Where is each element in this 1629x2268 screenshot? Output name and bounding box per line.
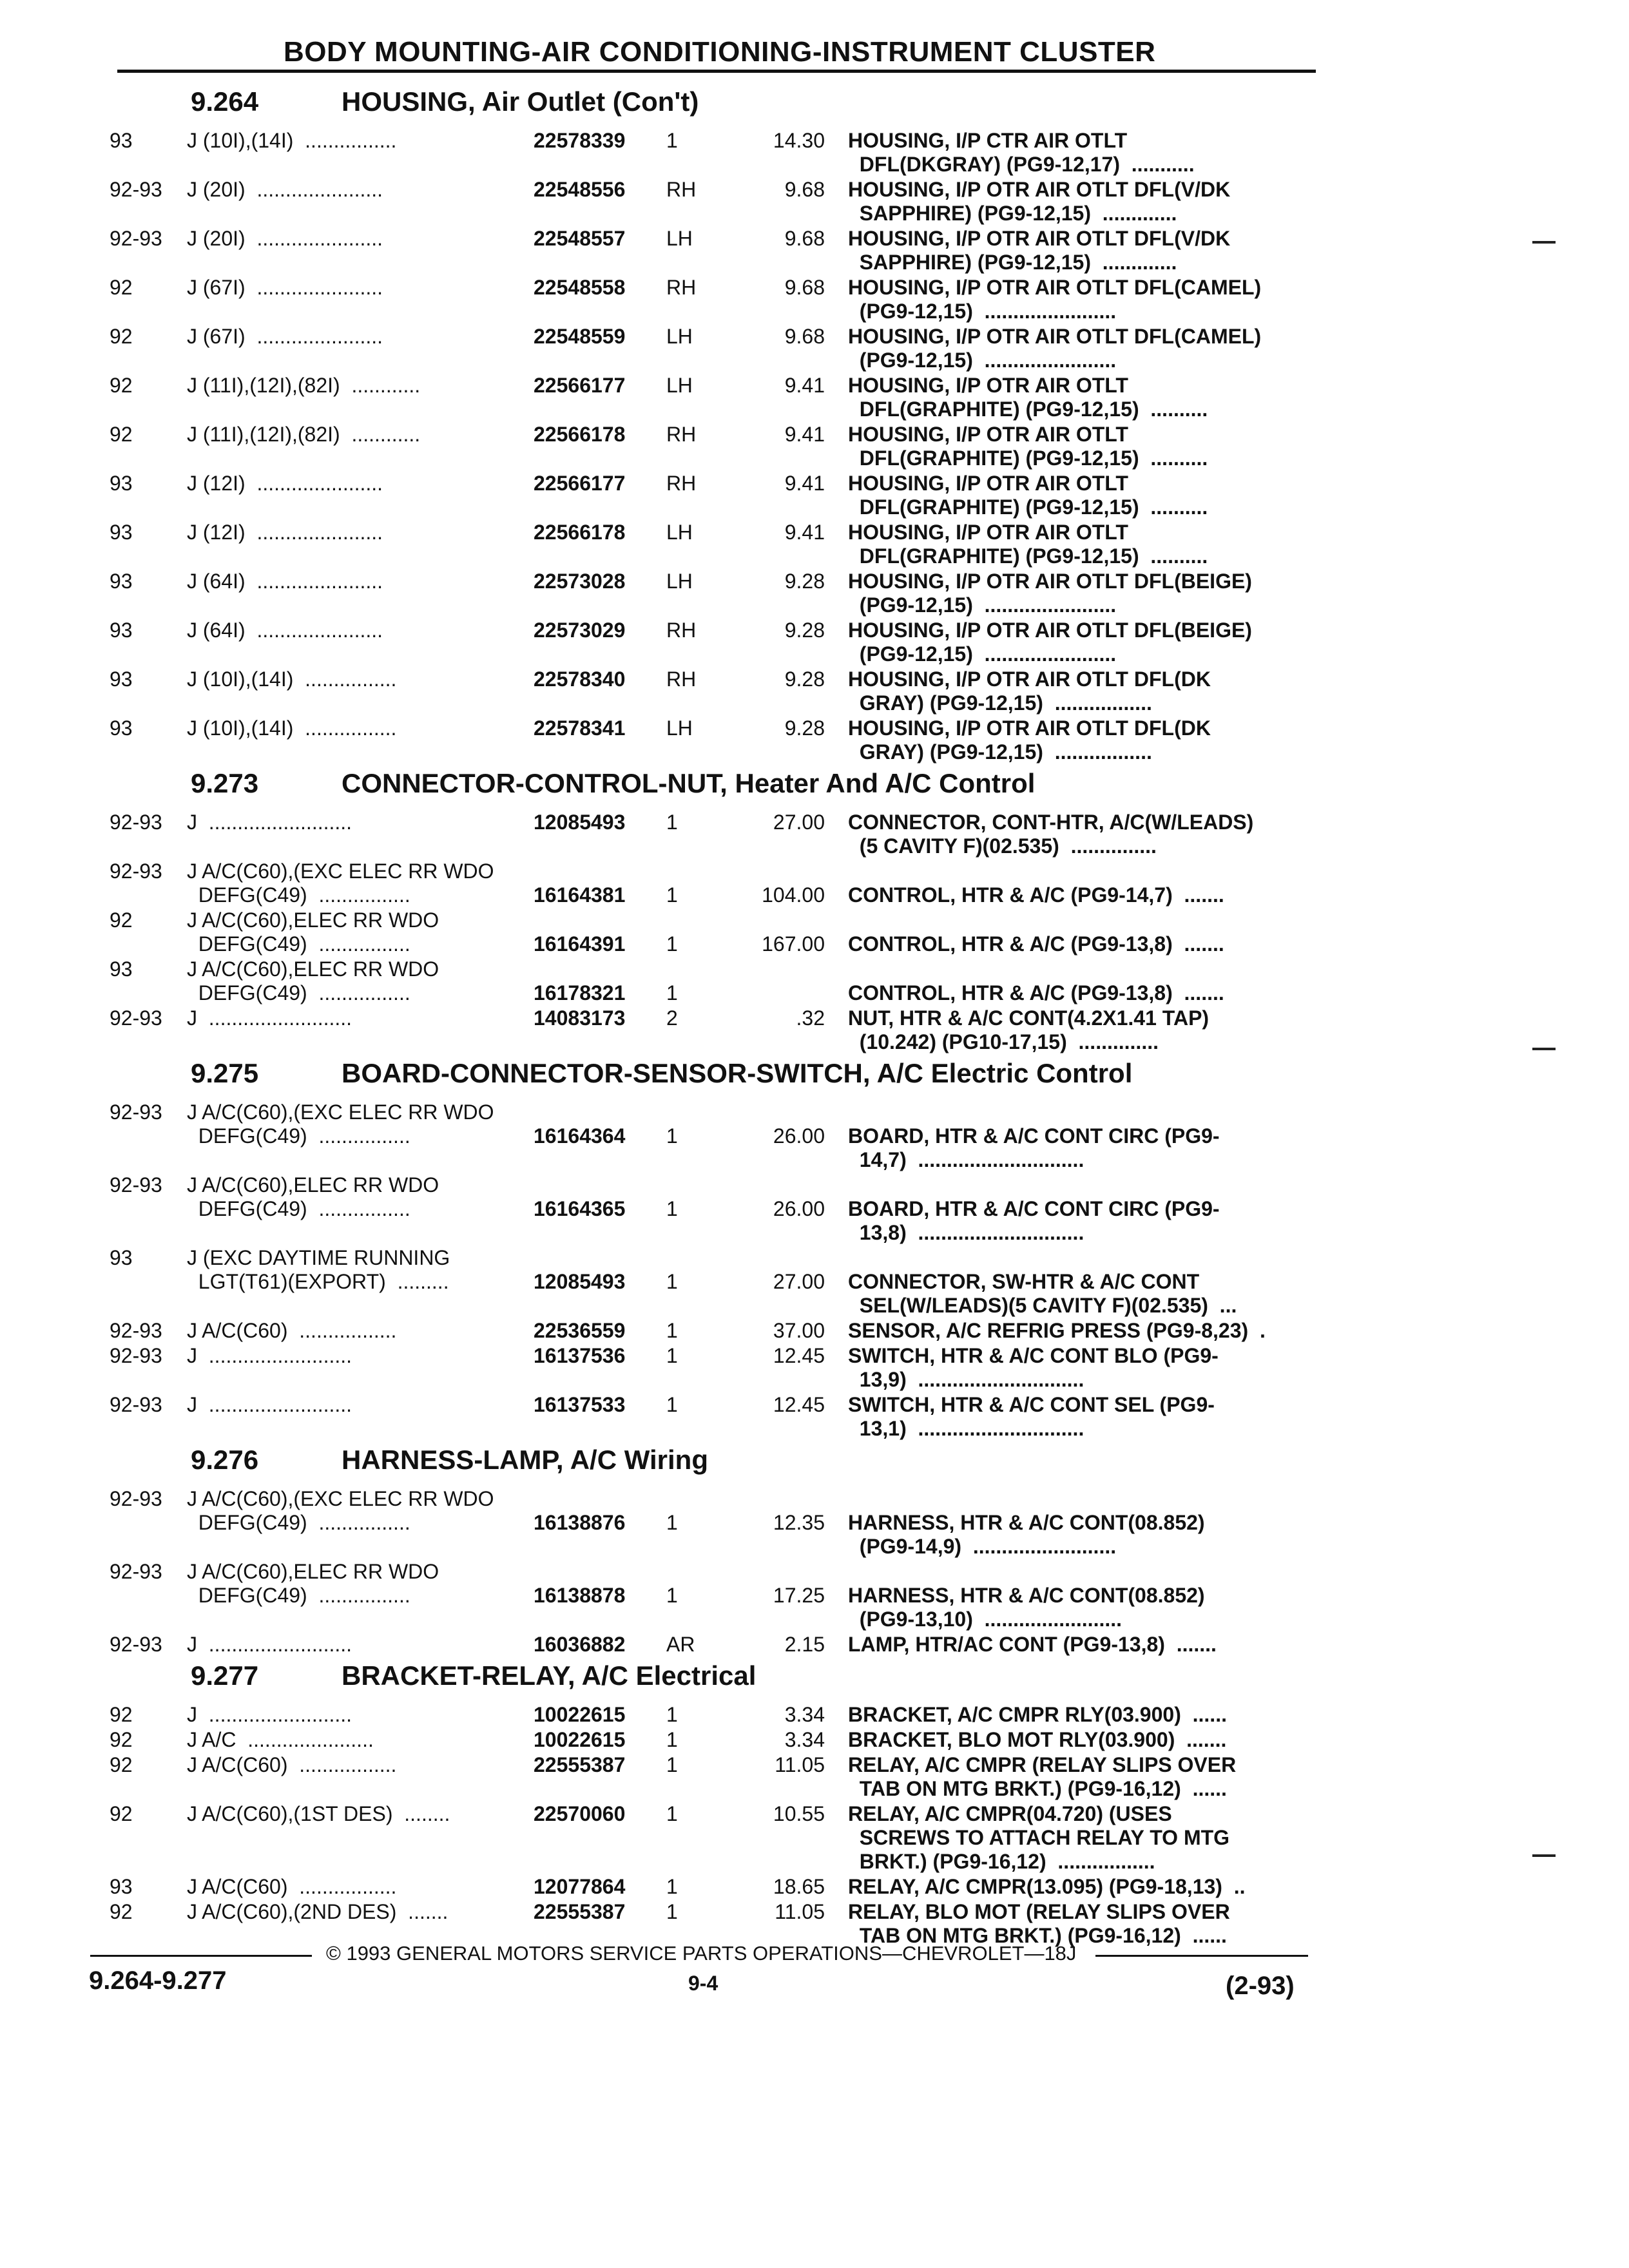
part-entry: [0, 1633, 1629, 1658]
description-line: SENSOR, A/C REFRIG PRESS (PG9-8,23) .: [848, 1319, 1266, 1342]
description-line: HOUSING, I/P OTR AIR OTLT: [848, 374, 1128, 397]
description-line: 14,7) .............................: [848, 1148, 1084, 1171]
quantity: 1: [666, 1753, 678, 1776]
part-number: 10022615: [534, 1703, 626, 1726]
quantity: AR: [666, 1633, 695, 1656]
quantity: LH: [666, 570, 693, 593]
model-year: 92-93: [110, 1173, 162, 1196]
quantity: 1: [666, 1584, 678, 1607]
section-header: [0, 765, 1629, 811]
application: J A/C(C60),ELEC RR WDO: [187, 908, 439, 932]
application-cont: DEFG(C49) ................: [187, 932, 410, 956]
section-title: CONNECTOR-CONTROL-NUT, Heater And A/C Control: [342, 768, 1036, 798]
price: 26.00: [773, 1124, 825, 1148]
part-number: 22573028: [534, 570, 626, 593]
quantity: 1: [666, 1344, 678, 1367]
section-title: HOUSING, Air Outlet (Con't): [342, 86, 699, 117]
quantity: 1: [666, 811, 678, 834]
price: 12.45: [773, 1393, 825, 1416]
part-number: 16138878: [534, 1584, 626, 1607]
part-entry: [0, 1560, 1629, 1633]
margin-mark: [1532, 1048, 1556, 1050]
application: J (20I) ......................: [187, 227, 383, 250]
price: 37.00: [773, 1319, 825, 1342]
description-line: GRAY) (PG9-12,15) .................: [848, 740, 1152, 764]
description-line: BRACKET, A/C CMPR RLY(03.900) ......: [848, 1703, 1227, 1726]
description-line: 13,8) .............................: [848, 1221, 1084, 1244]
quantity: 1: [666, 129, 678, 152]
part-number: 22566177: [534, 472, 626, 495]
part-entry: [0, 1753, 1629, 1802]
description-line: TAB ON MTG BRKT.) (PG9-16,12) ......: [848, 1777, 1227, 1800]
section-header: [0, 1442, 1629, 1487]
model-year: 93: [110, 668, 133, 691]
part-number: 12085493: [534, 811, 626, 834]
application: J (67I) ......................: [187, 325, 383, 348]
price: 9.41: [784, 472, 825, 495]
part-number: 22566178: [534, 521, 626, 544]
quantity: LH: [666, 716, 693, 740]
price: 14.30: [773, 129, 825, 152]
part-entry: [0, 472, 1629, 521]
quantity: RH: [666, 668, 697, 691]
description-line: RELAY, A/C CMPR (RELAY SLIPS OVER: [848, 1753, 1237, 1776]
model-year: 93: [110, 129, 133, 152]
description-line: BRKT.) (PG9-16,12) .................: [848, 1850, 1155, 1873]
price: 17.25: [773, 1584, 825, 1607]
price: 104.00: [762, 883, 825, 907]
description-line: (PG9-12,15) .......................: [848, 593, 1117, 617]
application: J A/C(C60),ELEC RR WDO: [187, 957, 439, 981]
quantity: 1: [666, 1728, 678, 1751]
model-year: 93: [110, 619, 133, 642]
description-line: (PG9-12,15) .......................: [848, 349, 1117, 372]
application-cont: LGT(T61)(EXPORT) .........: [187, 1270, 449, 1293]
price: 9.41: [784, 423, 825, 446]
title-rule: [117, 70, 1316, 73]
footer-rule-left: [90, 1955, 312, 1957]
model-year: 92-93: [110, 860, 162, 883]
quantity: RH: [666, 619, 697, 642]
part-entry: [0, 1344, 1629, 1393]
description-line: HOUSING, I/P OTR AIR OTLT DFL(CAMEL): [848, 325, 1262, 348]
part-number: 22555387: [534, 1900, 626, 1923]
quantity: 1: [666, 1197, 678, 1220]
application-cont: DEFG(C49) ................: [187, 1511, 410, 1534]
description-line: DFL(DKGRAY) (PG9-12,17) ...........: [848, 153, 1195, 176]
description-line: HOUSING, I/P OTR AIR OTLT DFL(V/DK: [848, 227, 1231, 250]
price: .32: [796, 1006, 825, 1030]
description-line: HOUSING, I/P OTR AIR OTLT: [848, 472, 1128, 495]
application: J (11I),(12I),(82I) ............: [187, 374, 421, 397]
description-line: HOUSING, I/P OTR AIR OTLT DFL(DK: [848, 716, 1211, 740]
description-line: SCREWS TO ATTACH RELAY TO MTG: [848, 1826, 1230, 1849]
part-entry: [0, 811, 1629, 860]
part-entry: [0, 619, 1629, 668]
part-entry: [0, 716, 1629, 765]
part-number: 14083173: [534, 1006, 626, 1030]
part-number: 22566178: [534, 423, 626, 446]
price: 12.45: [773, 1344, 825, 1367]
part-number: 12077864: [534, 1875, 626, 1898]
model-year: 92: [110, 1900, 133, 1923]
application: J A/C(C60),(EXC ELEC RR WDO: [187, 1487, 494, 1510]
description-line: TAB ON MTG BRKT.) (PG9-16,12) ......: [848, 1924, 1227, 1947]
part-entry: [0, 908, 1629, 957]
description-line: 13,9) .............................: [848, 1368, 1084, 1391]
model-year: 93: [110, 957, 133, 981]
description-line: HOUSING, I/P OTR AIR OTLT: [848, 521, 1128, 544]
description-line: RELAY, A/C CMPR(13.095) (PG9-18,13) ..: [848, 1875, 1246, 1898]
part-number: 22578340: [534, 668, 626, 691]
model-year: 92: [110, 325, 133, 348]
section-number: 9.276: [191, 1445, 259, 1475]
description-line: NUT, HTR & A/C CONT(4.2X1.41 TAP): [848, 1006, 1210, 1030]
part-number: 22570060: [534, 1802, 626, 1825]
application: J A/C(C60),(2ND DES) .......: [187, 1900, 448, 1923]
description-line: LAMP, HTR/AC CONT (PG9-13,8) .......: [848, 1633, 1217, 1656]
price: 9.41: [784, 374, 825, 397]
section-number: 9.277: [191, 1660, 259, 1691]
model-year: 93: [110, 570, 133, 593]
quantity: RH: [666, 423, 697, 446]
margin-mark: [1532, 1854, 1556, 1857]
part-entry: [0, 129, 1629, 178]
part-entry: [0, 1875, 1629, 1900]
page-title: BODY MOUNTING-AIR CONDITIONING-INSTRUMENT CLUSTER: [284, 36, 1156, 68]
part-number: 22536559: [534, 1319, 626, 1342]
part-entry: [0, 570, 1629, 619]
part-entry: [0, 1802, 1629, 1875]
description-line: SAPPHIRE) (PG9-12,15) .............: [848, 251, 1177, 274]
copyright-line: © 1993 GENERAL MOTORS SERVICE PARTS OPERATIONS—CHEVROLET—18J: [326, 1942, 1077, 1965]
quantity: LH: [666, 227, 693, 250]
description-line: CONTROL, HTR & A/C (PG9-13,8) .......: [848, 981, 1224, 1004]
description-line: (PG9-13,10) ........................: [848, 1608, 1123, 1631]
description-line: CONTROL, HTR & A/C (PG9-14,7) .......: [848, 883, 1224, 907]
part-entry: [0, 423, 1629, 472]
part-entry: [0, 521, 1629, 570]
price: 167.00: [762, 932, 825, 956]
model-year: 92-93: [110, 1633, 162, 1656]
model-year: 92: [110, 423, 133, 446]
part-number: 22548556: [534, 178, 626, 201]
application: J .........................: [187, 1344, 352, 1367]
description-line: RELAY, A/C CMPR(04.720) (USES: [848, 1802, 1172, 1825]
application: J A/C(C60),ELEC RR WDO: [187, 1560, 439, 1583]
part-number: 22578339: [534, 129, 626, 152]
model-year: 92-93: [110, 227, 162, 250]
part-entry: [0, 1006, 1629, 1055]
price: 9.68: [784, 276, 825, 299]
application: J A/C(C60) .................: [187, 1319, 397, 1342]
description-line: (PG9-14,9) .........................: [848, 1535, 1117, 1558]
description-line: BOARD, HTR & A/C CONT CIRC (PG9-: [848, 1124, 1220, 1148]
price: 9.68: [784, 325, 825, 348]
application: J .........................: [187, 811, 352, 834]
quantity: 1: [666, 1319, 678, 1342]
quantity: 1: [666, 932, 678, 956]
price: 11.05: [775, 1753, 825, 1776]
application: J (12I) ......................: [187, 521, 383, 544]
part-number: 22548559: [534, 325, 626, 348]
part-number: 22548557: [534, 227, 626, 250]
description-line: SEL(W/LEADS)(5 CAVITY F)(02.535) ...: [848, 1294, 1237, 1317]
price: 18.65: [773, 1875, 825, 1898]
section-header: [0, 84, 1629, 129]
quantity: LH: [666, 374, 693, 397]
application: J A/C(C60) .................: [187, 1753, 397, 1776]
application: J A/C(C60),(EXC ELEC RR WDO: [187, 860, 494, 883]
model-year: 92: [110, 908, 133, 932]
quantity: 2: [666, 1006, 678, 1030]
price: 2.15: [784, 1633, 825, 1656]
price: 9.28: [784, 716, 825, 740]
revision-date: (2-93): [1226, 1972, 1295, 2000]
page-number: 9-4: [688, 1972, 718, 1995]
price: 9.28: [784, 619, 825, 642]
quantity: 1: [666, 1511, 678, 1534]
price: 3.34: [784, 1728, 825, 1751]
quantity: 1: [666, 1900, 678, 1923]
section-number: 9.275: [191, 1058, 259, 1088]
section-range: 9.264-9.277: [89, 1966, 227, 1995]
model-year: 93: [110, 1246, 133, 1269]
application: J (10I),(14I) ................: [187, 668, 397, 691]
parts-listing: [0, 84, 1629, 1949]
margin-mark: [1532, 241, 1556, 244]
quantity: 1: [666, 1393, 678, 1416]
application-cont: DEFG(C49) ................: [187, 1124, 410, 1148]
price: 9.28: [784, 668, 825, 691]
part-number: 22555387: [534, 1753, 626, 1776]
description-line: DFL(GRAPHITE) (PG9-12,15) ..........: [848, 398, 1208, 421]
price: 26.00: [773, 1197, 825, 1220]
application: J A/C(C60),(EXC ELEC RR WDO: [187, 1100, 494, 1124]
section-header: [0, 1055, 1629, 1100]
quantity: 1: [666, 1124, 678, 1148]
price: 27.00: [773, 811, 825, 834]
model-year: 92-93: [110, 1560, 162, 1583]
description-line: GRAY) (PG9-12,15) .................: [848, 691, 1152, 715]
description-line: SWITCH, HTR & A/C CONT BLO (PG9-: [848, 1344, 1219, 1367]
application: J (10I),(14I) ................: [187, 129, 397, 152]
price: 3.34: [784, 1703, 825, 1726]
part-number: 16178321: [534, 981, 626, 1004]
description-line: (PG9-12,15) .......................: [848, 300, 1117, 323]
description-line: BOARD, HTR & A/C CONT CIRC (PG9-: [848, 1197, 1220, 1220]
description-line: 13,1) .............................: [848, 1417, 1084, 1440]
part-entry: [0, 276, 1629, 325]
description-line: (10.242) (PG10-17,15) ..............: [848, 1030, 1159, 1053]
description-line: (PG9-12,15) .......................: [848, 642, 1117, 666]
application: J A/C(C60),(1ST DES) ........: [187, 1802, 450, 1825]
price: 11.05: [775, 1900, 825, 1923]
section-number: 9.273: [191, 768, 259, 798]
application: J .........................: [187, 1633, 352, 1656]
application-cont: DEFG(C49) ................: [187, 883, 410, 907]
application: J (EXC DAYTIME RUNNING: [187, 1246, 450, 1269]
quantity: 1: [666, 1802, 678, 1825]
model-year: 93: [110, 521, 133, 544]
application: J (10I),(14I) ................: [187, 716, 397, 740]
part-number: 16137533: [534, 1393, 626, 1416]
application-cont: DEFG(C49) ................: [187, 1197, 410, 1220]
price: 9.68: [784, 178, 825, 201]
price: 27.00: [773, 1270, 825, 1293]
quantity: RH: [666, 178, 697, 201]
application: J A/C ......................: [187, 1728, 374, 1751]
part-entry: [0, 860, 1629, 908]
model-year: 92: [110, 374, 133, 397]
quantity: 1: [666, 1270, 678, 1293]
part-number: 10022615: [534, 1728, 626, 1751]
application: J A/C(C60),ELEC RR WDO: [187, 1173, 439, 1196]
description-line: SWITCH, HTR & A/C CONT SEL (PG9-: [848, 1393, 1215, 1416]
model-year: 92: [110, 1753, 133, 1776]
description-line: BRACKET, BLO MOT RLY(03.900) .......: [848, 1728, 1227, 1751]
application-cont: DEFG(C49) ................: [187, 1584, 410, 1607]
description-line: (5 CAVITY F)(02.535) ...............: [848, 834, 1157, 858]
section-header: [0, 1658, 1629, 1703]
application: J A/C(C60) .................: [187, 1875, 397, 1898]
part-number: 16164391: [534, 932, 626, 956]
description-line: HOUSING, I/P OTR AIR OTLT DFL(V/DK: [848, 178, 1231, 201]
quantity: RH: [666, 276, 697, 299]
model-year: 93: [110, 1875, 133, 1898]
part-number: 16138876: [534, 1511, 626, 1534]
description-line: HOUSING, I/P CTR AIR OTLT: [848, 129, 1128, 152]
description-line: HOUSING, I/P OTR AIR OTLT DFL(CAMEL): [848, 276, 1262, 299]
quantity: LH: [666, 325, 693, 348]
description-line: RELAY, BLO MOT (RELAY SLIPS OVER: [848, 1900, 1230, 1923]
part-entry: [0, 1393, 1629, 1442]
part-entry: [0, 1728, 1629, 1753]
part-number: 22578341: [534, 716, 626, 740]
part-entry: [0, 227, 1629, 276]
part-number: 22573029: [534, 619, 626, 642]
description-line: HOUSING, I/P OTR AIR OTLT: [848, 423, 1128, 446]
model-year: 92: [110, 1728, 133, 1751]
part-number: 16036882: [534, 1633, 626, 1656]
section-title: BRACKET-RELAY, A/C Electrical: [342, 1660, 757, 1691]
description-line: HOUSING, I/P OTR AIR OTLT DFL(BEIGE): [848, 619, 1252, 642]
part-entry: [0, 1319, 1629, 1344]
model-year: 92-93: [110, 1393, 162, 1416]
part-entry: [0, 1100, 1629, 1173]
description-line: DFL(GRAPHITE) (PG9-12,15) ..........: [848, 544, 1208, 568]
description-line: CONNECTOR, SW-HTR & A/C CONT: [848, 1270, 1200, 1293]
part-number: 16164381: [534, 883, 626, 907]
application: J (12I) ......................: [187, 472, 383, 495]
description-line: HARNESS, HTR & A/C CONT(08.852): [848, 1584, 1205, 1607]
model-year: 92-93: [110, 1319, 162, 1342]
section-title: HARNESS-LAMP, A/C Wiring: [342, 1445, 708, 1475]
price: 9.28: [784, 570, 825, 593]
part-number: 16164365: [534, 1197, 626, 1220]
price: 9.41: [784, 521, 825, 544]
model-year: 92-93: [110, 1344, 162, 1367]
part-entry: [0, 668, 1629, 716]
part-entry: [0, 1703, 1629, 1728]
part-number: 22548558: [534, 276, 626, 299]
quantity: RH: [666, 472, 697, 495]
part-entry: [0, 1246, 1629, 1319]
price: 10.55: [773, 1802, 825, 1825]
description-line: DFL(GRAPHITE) (PG9-12,15) ..........: [848, 447, 1208, 470]
section-number: 9.264: [191, 86, 259, 117]
model-year: 92: [110, 276, 133, 299]
part-entry: [0, 957, 1629, 1006]
model-year: 92: [110, 1802, 133, 1825]
description-line: CONTROL, HTR & A/C (PG9-13,8) .......: [848, 932, 1224, 956]
application: J (20I) ......................: [187, 178, 383, 201]
part-entry: [0, 1487, 1629, 1560]
application: J .........................: [187, 1393, 352, 1416]
description-line: CONNECTOR, CONT-HTR, A/C(W/LEADS): [848, 811, 1254, 834]
part-entry: [0, 178, 1629, 227]
model-year: 93: [110, 716, 133, 740]
quantity: 1: [666, 1875, 678, 1898]
description-line: DFL(GRAPHITE) (PG9-12,15) ..........: [848, 495, 1208, 519]
quantity: LH: [666, 521, 693, 544]
description-line: HOUSING, I/P OTR AIR OTLT DFL(DK: [848, 668, 1211, 691]
quantity: 1: [666, 883, 678, 907]
application: J (11I),(12I),(82I) ............: [187, 423, 421, 446]
part-entry: [0, 1173, 1629, 1246]
price: 9.68: [784, 227, 825, 250]
quantity: 1: [666, 981, 678, 1004]
model-year: 92: [110, 1703, 133, 1726]
footer-rule-right: [1095, 1955, 1308, 1957]
part-number: 22566177: [534, 374, 626, 397]
application: J (67I) ......................: [187, 276, 383, 299]
description-line: HARNESS, HTR & A/C CONT(08.852): [848, 1511, 1205, 1534]
part-number: 16164364: [534, 1124, 626, 1148]
part-number: 16137536: [534, 1344, 626, 1367]
model-year: 92-93: [110, 178, 162, 201]
model-year: 92-93: [110, 1487, 162, 1510]
description-line: HOUSING, I/P OTR AIR OTLT DFL(BEIGE): [848, 570, 1252, 593]
application: J (64I) ......................: [187, 570, 383, 593]
model-year: 93: [110, 472, 133, 495]
price: 12.35: [773, 1511, 825, 1534]
quantity: 1: [666, 1703, 678, 1726]
application-cont: DEFG(C49) ................: [187, 981, 410, 1004]
part-number: 12085493: [534, 1270, 626, 1293]
model-year: 92-93: [110, 811, 162, 834]
application: J .........................: [187, 1703, 352, 1726]
section-title: BOARD-CONNECTOR-SENSOR-SWITCH, A/C Electric Control: [342, 1058, 1133, 1088]
application: J (64I) ......................: [187, 619, 383, 642]
application: J .........................: [187, 1006, 352, 1030]
part-entry: [0, 325, 1629, 374]
model-year: 92-93: [110, 1006, 162, 1030]
description-line: SAPPHIRE) (PG9-12,15) .............: [848, 202, 1177, 225]
model-year: 92-93: [110, 1100, 162, 1124]
part-entry: [0, 374, 1629, 423]
